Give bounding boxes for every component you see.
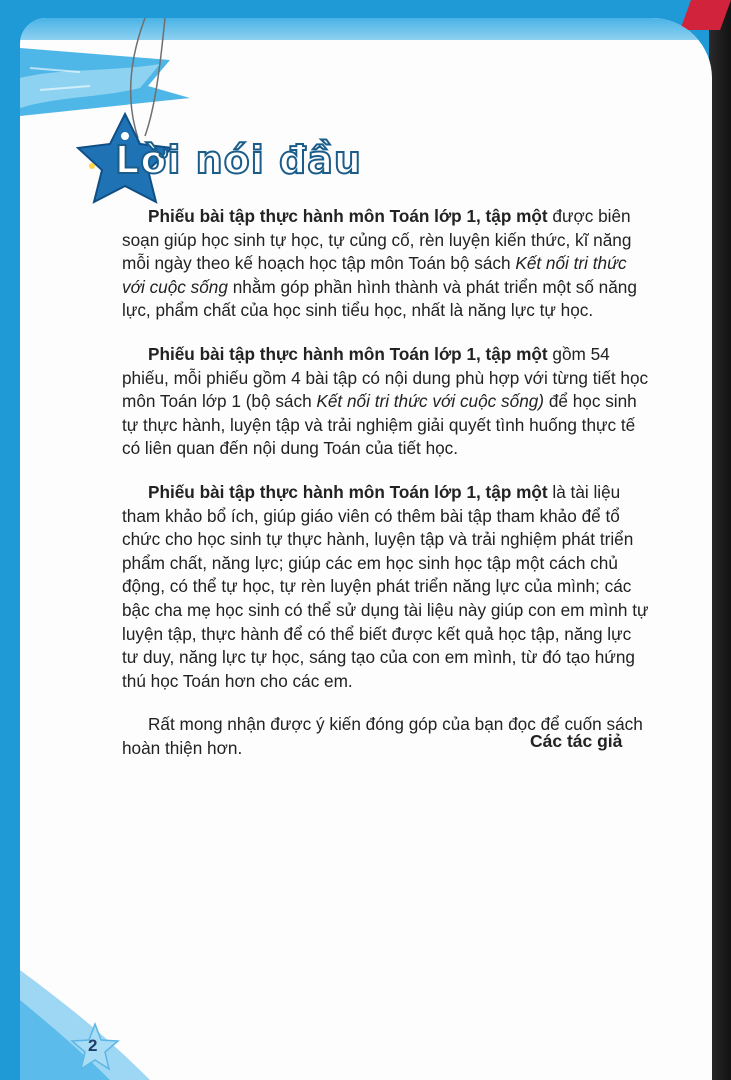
paragraph-text: được biên soạn giúp học sinh tự học, tự củng cố, rèn luyện kiến thức, kĩ năng mỗi ngày theo kế hoạch học tập môn Toán bộ sách [122,206,632,274]
book-title-bold: Phiếu bài tập thực hành môn Toán lớp 1, tập một [148,481,548,502]
paragraph-text: gồm 54 phiếu, mỗi phiếu gồm 4 bài tập có nội dung phù hợp với từng tiết học môn Toán lớp 1 (bộ sách [122,343,649,412]
page-number: 2 [88,1036,98,1055]
paragraph-text: nhằm góp phần hình thành và phát triển một số năng lực, phẩm chất của học sinh tiểu học, nhất là năng lực tự học. [122,276,637,321]
signature: Các tác giả [530,731,623,751]
paragraph-text: để học sinh tự thực hành, luyện tập và trải nghiệm giải quyết tình huống thực tế có liên quan đến nội dung Toán của tiết học. [122,391,637,459]
paragraph-3 [122,481,650,693]
paragraph-text: là tài liệu tham khảo bổ ích, giúp giáo viên có thêm bài tập tham khảo để tổ chức cho học sinh tự thực hành, luyện tập và trải nghiệm phát triển phẩm chất, năng lực; giúp các em học sinh học tập một cách chủ động, có thể tự học, tự rèn luyện phát triển năng lực của mình; các bậc cha mẹ học sinh có thể sử dụng tài liệu này giúp con em mình tự luyện tập, thực hành để có thể biết được kết quả học tập, năng lực tư duy, năng lực tự học, sáng tạo của con em mình, từ đó tạo hứng thú học Toán hơn cho các em. [122,481,649,691]
paragraph-2 [122,343,650,461]
preface-body [122,205,650,780]
series-name: Kết nối tri thức với cuộc sống [122,253,627,297]
series-name: Kết nối tri thức với cuộc sống) [316,391,545,412]
book-title-bold: Phiếu bài tập thực hành môn Toán lớp 1, tập một [148,206,548,226]
paragraph-1 [122,205,650,323]
closing-paragraph: Rất mong nhận được ý kiến đóng góp của bạn đọc để cuốn sách hoàn thiện hơn. [122,714,643,758]
book-title-bold: Phiếu bài tập thực hành môn Toán lớp 1, tập một [148,343,548,364]
page-title: Lời nói đầu [115,138,362,182]
book-edge [709,0,731,1080]
